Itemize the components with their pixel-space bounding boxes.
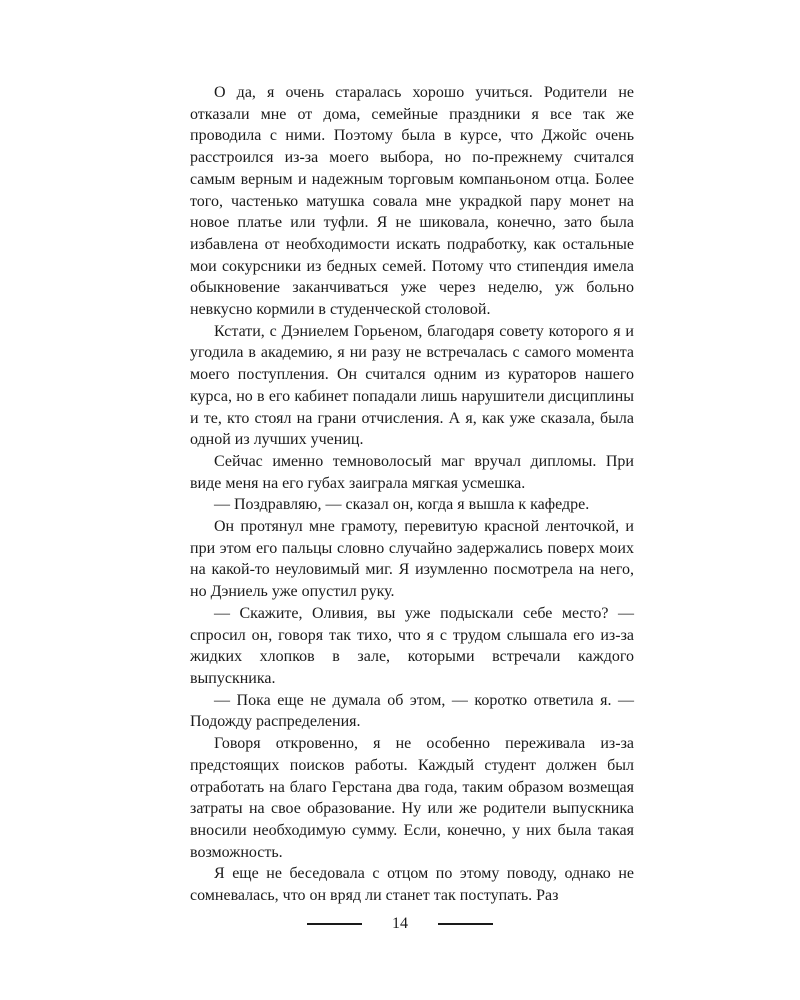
paragraph-2: Кстати, с Дэниелем Горьеном, благодаря совету которого я и угодила в академию, я ни разу не встречалась с самого момента моего поступления. Он считался одним из кураторов нашего курса, но в его кабинет попадали лишь нарушители дисциплины и те, кто стоял на грани отчисления. А я, как уже сказала, была одной из лучших учениц. — [190, 322, 634, 449]
paragraph-4: — Поздравляю, — сказал он, когда я вышла к кафедре. — [214, 496, 590, 514]
page-body — [190, 82, 634, 907]
paragraph-9: Я еще не беседовала с отцом по этому поводу, однако не сомневалась, что он вряд ли станет так поступать. Раз — [190, 865, 634, 905]
paragraph-6: — Скажите, Оливия, вы уже подыскали себе место? — спросил он, говоря так тихо, что я с трудом слышала его из-за жидких хлопков в зале, которыми встречали каждого выпускника. — [190, 604, 634, 687]
paragraph-3: Сейчас именно темноволосый маг вручал дипломы. При виде меня на его губах заиграла мягкая усмешка. — [190, 452, 634, 492]
paragraph-8: Говоря откровенно, я не особенно переживала из-за предстоящих поисков работы. Каждый студент должен был отработать на благо Герстана два года, таким образом возмещая затраты на свое образование. Ну или же родители выпускника вносили необходимую сумму. Если, конечно, у них была такая возможность. — [190, 735, 634, 861]
paragraph-7: — Пока еще не думала об этом, — коротко ответила я. — Подожду распределения. — [190, 691, 634, 731]
paragraph-5: Он протянул мне грамоту, перевитую красной ленточкой, и при этом его пальцы словно случайно задержались поверх моих на какой-то неуловимый миг. Я изумленно посмотрела на него, но Дэниель уже опустил руку. — [190, 518, 634, 601]
page-number: 14 — [392, 915, 408, 932]
footer-rule-right — [438, 923, 493, 925]
footer-rule-left — [307, 923, 362, 925]
paragraph-1: О да, я очень старалась хорошо учиться. Родители не отказали мне от дома, семейные праздники я все так же проводила с ними. Поэтому была в курсе, что Джойс очень расстроился из-за моего выбора, но по-прежнему считался самым верным и надежным торговым компаньоном отца. Более того, частенько матушка совала мне украдкой пару монет на новое платье или туфли. Я не шиковала, конечно, зато была избавлена от необходимости искать подработку, как остальные мои сокурсники из бедных семей. Потому что стипендия имела обыкновение заканчиваться уже через неделю, уж больно невкусно кормили в студенческой столовой. — [190, 84, 634, 319]
page-footer — [0, 912, 800, 936]
